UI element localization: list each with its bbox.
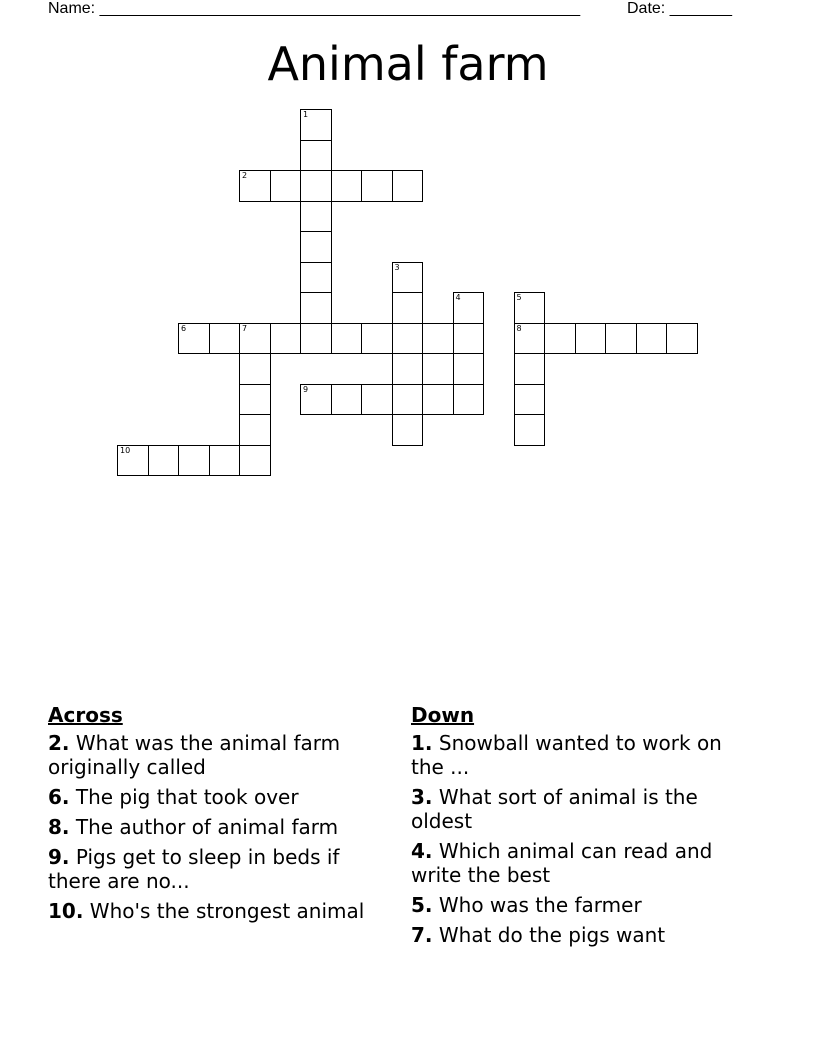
grid-cell[interactable] <box>300 109 332 141</box>
grid-cell[interactable] <box>453 384 485 416</box>
cell-number: 1 <box>303 110 309 119</box>
grid-cell[interactable] <box>453 292 485 324</box>
grid-cell[interactable] <box>453 353 485 385</box>
grid-cell[interactable] <box>514 323 546 355</box>
grid-cell[interactable] <box>575 323 607 355</box>
grid-cell[interactable] <box>392 170 424 202</box>
clue-down-7: 7. What do the pigs want <box>411 923 666 947</box>
grid-cell[interactable] <box>422 384 454 416</box>
grid-cell[interactable] <box>514 353 546 385</box>
cell-number: 2 <box>242 171 248 180</box>
crossword-grid <box>0 0 816 500</box>
grid-cell[interactable] <box>300 262 332 294</box>
grid-cell[interactable] <box>300 323 332 355</box>
cell-number: 6 <box>181 323 187 333</box>
cell-number: 10 <box>120 445 131 455</box>
clue-across-6: 6. The pig that took over <box>48 785 299 809</box>
grid-cell[interactable] <box>300 140 332 172</box>
grid-cell[interactable] <box>239 384 271 416</box>
grid-cell[interactable] <box>178 323 210 355</box>
grid-cell[interactable] <box>361 323 393 355</box>
grid-cell[interactable] <box>239 323 271 355</box>
grid-cell[interactable] <box>636 323 668 355</box>
cell-number: 4 <box>455 293 461 302</box>
across-heading: Across <box>48 703 123 727</box>
grid-cell[interactable] <box>361 170 393 202</box>
grid-cell[interactable] <box>178 445 210 477</box>
across-clues <box>48 703 388 929</box>
grid-cell[interactable] <box>544 323 576 355</box>
grid-cell[interactable] <box>239 353 271 385</box>
clue-down-1: 1. Snowball wanted to work on the ... <box>411 731 722 779</box>
grid-cell[interactable] <box>453 323 485 355</box>
down-heading: Down <box>411 703 475 727</box>
cell-number: 8 <box>516 323 522 333</box>
grid-cell[interactable] <box>392 414 424 446</box>
grid-cell[interactable] <box>331 384 363 416</box>
grid-cell[interactable] <box>392 353 424 385</box>
grid-cell[interactable] <box>300 201 332 233</box>
grid-cell[interactable] <box>666 323 698 355</box>
clue-across-10: 10. Who's the strongest animal <box>48 899 365 923</box>
grid-cell[interactable] <box>422 323 454 355</box>
date-field-label[interactable]: Date: _______ <box>627 0 732 17</box>
grid-cell[interactable] <box>605 323 637 355</box>
grid-cell[interactable] <box>514 414 546 446</box>
grid-cell[interactable] <box>117 445 149 477</box>
cell-number: 9 <box>303 384 309 394</box>
name-field-label[interactable]: Name: ______________________________________________________ <box>48 0 581 17</box>
cell-number: 3 <box>394 262 400 272</box>
grid-cell[interactable] <box>270 323 302 355</box>
grid-cell[interactable] <box>148 445 180 477</box>
grid-cell[interactable] <box>300 292 332 324</box>
clue-down-5: 5. Who was the farmer <box>411 893 642 917</box>
grid-cell[interactable] <box>392 262 424 294</box>
grid-cell[interactable] <box>392 292 424 324</box>
grid-cell[interactable] <box>392 323 424 355</box>
grid-cell[interactable] <box>300 231 332 263</box>
grid-cell[interactable] <box>239 445 271 477</box>
grid-cell[interactable] <box>300 384 332 416</box>
grid-cell[interactable] <box>331 323 363 355</box>
grid-cell[interactable] <box>514 384 546 416</box>
cell-number: 7 <box>242 323 248 333</box>
grid-cell[interactable] <box>361 384 393 416</box>
down-clues <box>411 703 761 953</box>
grid-cell[interactable] <box>239 170 271 202</box>
grid-cell[interactable] <box>514 292 546 324</box>
grid-cell[interactable] <box>331 170 363 202</box>
grid-cell[interactable] <box>209 445 241 477</box>
clue-across-2: 2. What was the animal farm originally called <box>48 731 341 779</box>
clue-down-3: 3. What sort of animal is the oldest <box>411 785 698 833</box>
grid-cell[interactable] <box>300 170 332 202</box>
clue-across-8: 8. The author of animal farm <box>48 815 339 839</box>
grid-cell[interactable] <box>239 414 271 446</box>
grid-cell[interactable] <box>270 170 302 202</box>
clue-down-4: 4. Which animal can read and write the best <box>411 839 713 887</box>
clue-across-9: 9. Pigs get to sleep in beds if there are no... <box>48 845 340 893</box>
cell-number: 5 <box>516 293 522 302</box>
grid-cell[interactable] <box>392 384 424 416</box>
page-title: Animal farm <box>267 37 549 91</box>
grid-cell[interactable] <box>209 323 241 355</box>
